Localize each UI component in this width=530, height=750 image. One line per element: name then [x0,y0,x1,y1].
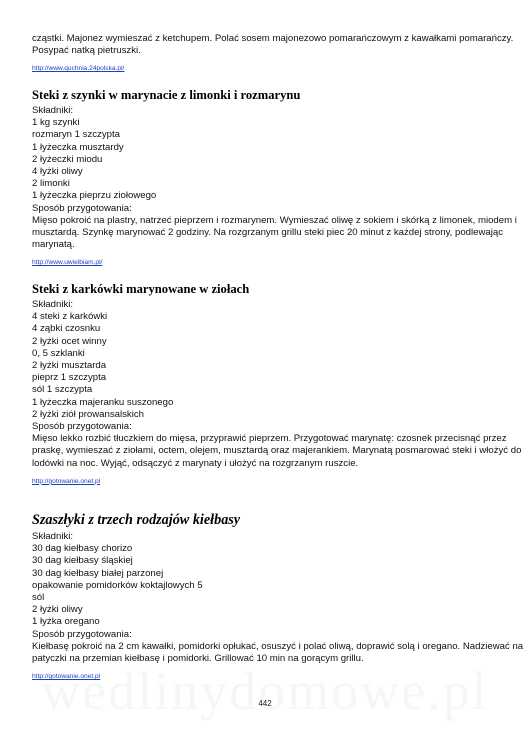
method-text: patyczki na przemian kiełbasę i pomidorki. Grillować 10 min na gorącym grillu. [32,653,364,665]
ingredient: 4 łyżki oliwy [32,166,83,178]
source-link[interactable]: http://gotowanie.onet.pl [32,673,101,681]
ingredient: 4 ząbki czosnku [32,323,101,335]
ingredient: 2 łyżki ziół prowansalskich [32,408,144,420]
ingredient: sól [32,592,45,604]
ingredient: 0, 5 szklanki [32,347,85,359]
ingredients-label: Składniki: [32,105,74,116]
ingredient: 2 limonki [32,178,70,190]
intro-block [32,33,514,75]
method-label: Sposób przygotowania: [32,421,132,433]
method-text: lodówki na noc. Wyjąć, odsączyć z marynaty i ułożyć na rozgrzanym ruszcie. [32,457,359,469]
ingredient: 30 dag kiełbasy chorizo [32,543,133,555]
method-text: marynatą. [32,239,75,251]
ingredient: 1 łyżeczka musztardy [32,141,124,153]
source-link[interactable]: http://www.uwielbiam.pl/ [32,259,103,267]
ingredients-label: Składniki: [32,299,74,310]
method-text: Mięso pokroić na plastry, natrzeć pieprzem i rozmarynem. Wymieszać oliwę z sokiem i skórką z limonek, miodem i [32,214,517,226]
method-text: musztardą. Szynkę marynować 2 godziny. Na rozgrzanym grillu steki piec 20 minut z każdej strony, podlewając [32,227,504,239]
source-link[interactable]: http://www.quchnia.24polska.pl/ [32,65,125,73]
recipe-2 [32,281,522,488]
recipe-1 [32,87,517,269]
ingredient: 2 łyżki musztarda [32,360,107,372]
source-link[interactable]: http://gotowanie.onet.pl [32,477,101,485]
text-line: cząstki. Majonez wymieszać z ketchupem. Polać sosem majonezowo pomarańczowym z kawałkami pomarańczy. [32,33,514,44]
recipe-3 [32,512,524,683]
page-number: 442 [258,699,272,708]
ingredient: pieprz 1 szczypta [32,372,107,384]
text-line: Posypać natką pietruszki. [32,45,141,57]
method-text: praskę, wymieszać z ziołami, octem, olejem, musztardą oraz majerankiem. Marynatą posmarować steki i włożyć do [32,445,522,457]
method-label: Sposób przygotowania: [32,202,132,214]
method-text: Mięso lekko rozbić tłuczkiem do mięsa, przyprawić pieprzem. Przygotować marynatę: czosnek przecisnąć przez [32,433,507,445]
ingredient: 30 dag kiełbasy śląskiej [32,555,133,567]
ingredient: 1 kg szynki [32,117,80,129]
ingredient: 1 łyżeczka pieprzu ziołowego [32,190,157,202]
ingredients-label: Składniki: [32,531,74,542]
recipe-title: Szaszłyki z trzech rodzajów kiełbasy [32,512,241,528]
ingredient: 1 łyżeczka majeranku suszonego [32,396,174,408]
recipe-title: Steki z karkówki marynowane w ziołach [32,282,250,296]
ingredient: 1 łyżka oregano [32,616,100,628]
ingredient: opakowanie pomidorków koktajlowych 5 [32,579,203,591]
ingredient: 4 steki z karkówki [32,311,108,323]
ingredient: 2 łyżki oliwy [32,604,83,616]
ingredient: 30 dag kiełbasy białej parzonej [32,567,164,579]
method-text: Kiełbasę pokroić na 2 cm kawałki, pomidorki opłukać, osuszyć i polać oliwą, doprawić solą i oregano. Nadziewać na [32,640,524,652]
method-label: Sposób przygotowania: [32,628,132,640]
ingredient: sól 1 szczypta [32,384,93,396]
recipe-title: Steki z szynki w marynacie z limonki i rozmarynu [32,88,301,102]
ingredient: 2 łyżki ocet winny [32,335,107,347]
ingredient: 2 łyżeczki miodu [32,153,103,165]
ingredient: rozmaryn 1 szczypta [32,129,120,141]
